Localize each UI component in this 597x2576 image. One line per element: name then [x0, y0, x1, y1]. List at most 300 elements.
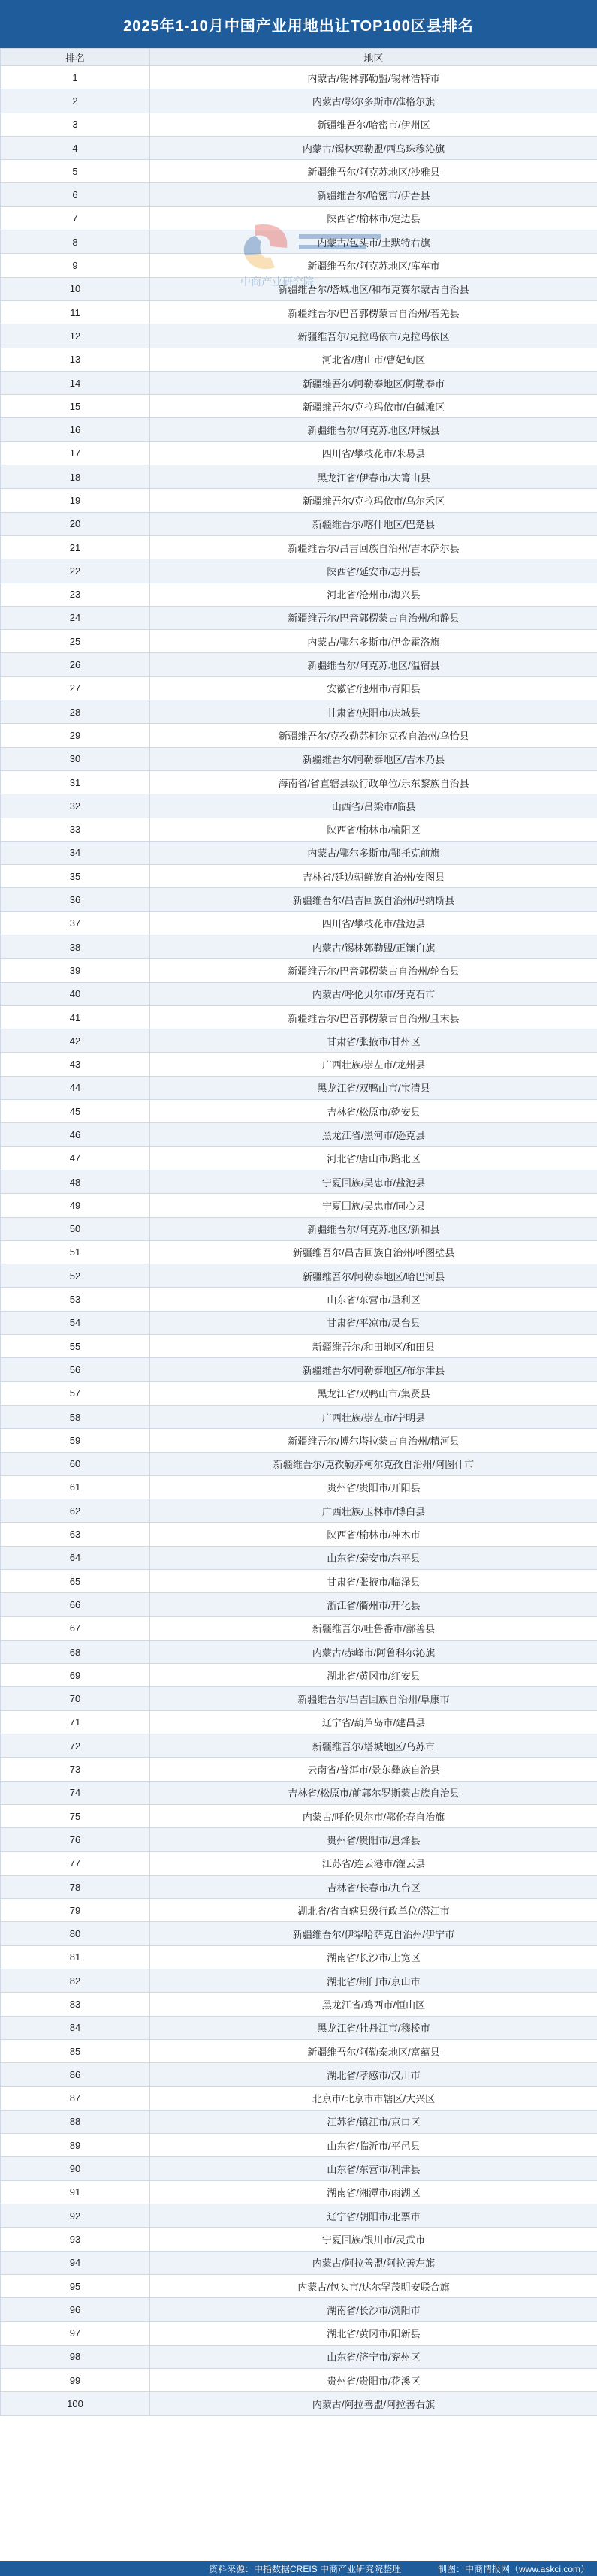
region-cell: 新疆维吾尔/昌吉回族自治州/阜康市	[150, 1687, 597, 1710]
rank-cell: 37	[1, 911, 150, 935]
region-cell: 山东省/东营市/垦利区	[150, 1288, 597, 1311]
rank-cell: 82	[1, 1969, 150, 1993]
rank-cell: 80	[1, 1922, 150, 1945]
table-row	[1, 1217, 597, 1240]
rank-cell: 85	[1, 2039, 150, 2062]
region-cell: 黑龙江省/双鸭山市/集贤县	[150, 1381, 597, 1405]
region-cell: 宁夏回族/吴忠市/同心县	[150, 1194, 597, 1217]
rank-cell: 47	[1, 1146, 150, 1170]
region-cell: 新疆维吾尔/阿勒泰地区/阿勒泰市	[150, 371, 597, 394]
table-row	[1, 1523, 597, 1546]
rank-cell: 15	[1, 395, 150, 418]
rank-cell: 79	[1, 1899, 150, 1922]
table-row	[1, 1640, 597, 1663]
table-row	[1, 2392, 597, 2415]
rank-cell: 26	[1, 653, 150, 676]
region-cell: 宁夏回族/吴忠市/盐池县	[150, 1170, 597, 1193]
rank-cell: 72	[1, 1734, 150, 1758]
rank-cell: 63	[1, 1523, 150, 1546]
rank-cell: 74	[1, 1781, 150, 1804]
rank-cell: 49	[1, 1194, 150, 1217]
table-row	[1, 1076, 597, 1099]
region-cell: 新疆维吾尔/巴音郭楞蒙古自治州/和静县	[150, 606, 597, 629]
rank-cell: 8	[1, 230, 150, 254]
rank-cell: 92	[1, 2204, 150, 2228]
region-cell: 河北省/沧州市/海兴县	[150, 583, 597, 606]
table-row	[1, 277, 597, 300]
region-cell: 新疆维吾尔/阿勒泰地区/布尔津县	[150, 1358, 597, 1381]
svg-text:中商产业研究院: 中商产业研究院	[240, 276, 314, 288]
table-row	[1, 1288, 597, 1311]
table-row	[1, 2298, 597, 2321]
table-row	[1, 653, 597, 676]
region-cell: 辽宁省/葫芦岛市/建昌县	[150, 1710, 597, 1734]
rank-cell: 2	[1, 89, 150, 113]
rank-cell: 95	[1, 2274, 150, 2297]
rank-cell: 27	[1, 676, 150, 700]
region-cell: 辽宁省/朝阳市/北票市	[150, 2204, 597, 2228]
region-cell: 新疆维吾尔/塔城地区/乌苏市	[150, 1734, 597, 1758]
region-cell: 湖北省/黄冈市/红安县	[150, 1664, 597, 1687]
table-row	[1, 606, 597, 629]
region-cell: 内蒙古/呼伦贝尔市/鄂伦春自治旗	[150, 1804, 597, 1827]
region-cell: 新疆维吾尔/阿勒泰地区/吉木乃县	[150, 747, 597, 770]
region-cell: 新疆维吾尔/巴音郭楞蒙古自治州/若羌县	[150, 300, 597, 324]
rank-cell: 81	[1, 1945, 150, 1969]
rank-cell: 13	[1, 348, 150, 371]
rank-cell: 77	[1, 1851, 150, 1875]
table-row	[1, 935, 597, 958]
rank-cell: 62	[1, 1499, 150, 1523]
region-cell: 新疆维吾尔/阿克苏地区/拜城县	[150, 418, 597, 441]
region-cell: 贵州省/贵阳市/息烽县	[150, 1828, 597, 1851]
region-cell: 吉林省/松原市/乾安县	[150, 1100, 597, 1123]
table-row	[1, 2369, 597, 2392]
rank-cell: 100	[1, 2392, 150, 2415]
rank-cell: 55	[1, 1335, 150, 1358]
rank-cell: 57	[1, 1381, 150, 1405]
rank-cell: 5	[1, 160, 150, 183]
table-row	[1, 254, 597, 277]
table-row	[1, 1899, 597, 1922]
rank-cell: 4	[1, 136, 150, 159]
table-row	[1, 2110, 597, 2133]
rank-cell: 78	[1, 1875, 150, 1898]
region-cell: 陕西省/延安市/志丹县	[150, 559, 597, 583]
region-cell: 新疆维吾尔/克拉玛依市/乌尔禾区	[150, 489, 597, 512]
region-cell: 河北省/唐山市/路北区	[150, 1146, 597, 1170]
rank-cell: 10	[1, 277, 150, 300]
rank-cell: 73	[1, 1758, 150, 1781]
table-row	[1, 183, 597, 206]
table-row	[1, 1616, 597, 1640]
table-row	[1, 89, 597, 113]
ranking-table	[0, 48, 597, 2416]
table-row	[1, 66, 597, 89]
table-row	[1, 2321, 597, 2345]
rank-cell: 12	[1, 324, 150, 348]
rank-cell: 53	[1, 1288, 150, 1311]
region-cell: 广西壮族/崇左市/龙州县	[150, 1053, 597, 1076]
table-row	[1, 512, 597, 535]
rank-cell: 93	[1, 2228, 150, 2251]
table-row	[1, 2251, 597, 2274]
region-cell: 新疆维吾尔/塔城地区/和布克赛尔蒙古自治县	[150, 277, 597, 300]
region-cell: 吉林省/长春市/九台区	[150, 1875, 597, 1898]
region-cell: 内蒙古/呼伦贝尔市/牙克石市	[150, 982, 597, 1005]
rank-cell: 3	[1, 113, 150, 136]
rank-cell: 90	[1, 2157, 150, 2180]
rank-cell: 56	[1, 1358, 150, 1381]
rank-cell: 88	[1, 2110, 150, 2133]
table-row	[1, 2086, 597, 2110]
table-row	[1, 888, 597, 911]
table-row	[1, 1240, 597, 1264]
table-row	[1, 1005, 597, 1029]
footer-bar	[0, 2561, 597, 2576]
table-row	[1, 1405, 597, 1428]
table-row	[1, 1734, 597, 1758]
table-row	[1, 1146, 597, 1170]
page-title: 2025年1-10月中国产业用地出让TOP100区县排名	[0, 0, 597, 48]
rank-cell: 70	[1, 1687, 150, 1710]
table-row	[1, 113, 597, 136]
table-row	[1, 441, 597, 465]
table-row	[1, 865, 597, 888]
table-row	[1, 1029, 597, 1053]
table-row	[1, 1170, 597, 1193]
rank-cell: 35	[1, 865, 150, 888]
table-row	[1, 1687, 597, 1710]
rank-cell: 59	[1, 1429, 150, 1452]
table-row	[1, 818, 597, 841]
rank-cell: 67	[1, 1616, 150, 1640]
table-row	[1, 2063, 597, 2086]
region-cell: 吉林省/松原市/前郭尔罗斯蒙古族自治县	[150, 1781, 597, 1804]
table-row	[1, 395, 597, 418]
region-cell: 新疆维吾尔/阿克苏地区/新和县	[150, 1217, 597, 1240]
region-cell: 宁夏回族/银川市/灵武市	[150, 2228, 597, 2251]
table-row	[1, 348, 597, 371]
region-cell: 新疆维吾尔/阿克苏地区/温宿县	[150, 653, 597, 676]
rank-cell: 7	[1, 206, 150, 230]
region-cell: 新疆维吾尔/哈密市/伊州区	[150, 113, 597, 136]
table-row	[1, 583, 597, 606]
region-cell: 湖南省/湘潭市/雨湖区	[150, 2180, 597, 2204]
region-cell: 内蒙古/赤峰市/阿鲁科尔沁旗	[150, 1640, 597, 1663]
rank-cell: 19	[1, 489, 150, 512]
table-row	[1, 230, 597, 254]
rank-cell: 17	[1, 441, 150, 465]
region-cell: 新疆维吾尔/昌吉回族自治州/吉木萨尔县	[150, 535, 597, 559]
column-header-rank: 排名	[1, 49, 150, 66]
rank-cell: 41	[1, 1005, 150, 1029]
rank-cell: 52	[1, 1264, 150, 1288]
region-cell: 新疆维吾尔/哈密市/伊吾县	[150, 183, 597, 206]
table-row	[1, 2157, 597, 2180]
region-cell: 黑龙江省/伊春市/大箐山县	[150, 465, 597, 489]
rank-cell: 94	[1, 2251, 150, 2274]
region-cell: 新疆维吾尔/阿勒泰地区/富蕴县	[150, 2039, 597, 2062]
table-row	[1, 1381, 597, 1405]
region-cell: 广西壮族/玉林市/博白县	[150, 1499, 597, 1523]
region-cell: 甘肃省/张掖市/甘州区	[150, 1029, 597, 1053]
rank-cell: 29	[1, 724, 150, 747]
table-row	[1, 2345, 597, 2368]
rank-cell: 61	[1, 1475, 150, 1499]
region-cell: 山东省/临沂市/平邑县	[150, 2134, 597, 2157]
table-row	[1, 700, 597, 724]
rank-cell: 50	[1, 1217, 150, 1240]
region-cell: 陕西省/榆林市/定边县	[150, 206, 597, 230]
rank-cell: 69	[1, 1664, 150, 1687]
table-row	[1, 136, 597, 159]
rank-cell: 22	[1, 559, 150, 583]
region-cell: 浙江省/衢州市/开化县	[150, 1593, 597, 1616]
region-cell: 新疆维吾尔/昌吉回族自治州/玛纳斯县	[150, 888, 597, 911]
table-row	[1, 2039, 597, 2062]
table-row	[1, 794, 597, 818]
region-cell: 内蒙古/锡林郭勒盟/正镶白旗	[150, 935, 597, 958]
table-row	[1, 1593, 597, 1616]
rank-cell: 99	[1, 2369, 150, 2392]
table-row	[1, 676, 597, 700]
table-row	[1, 1100, 597, 1123]
region-cell: 湖北省/孝感市/汉川市	[150, 2063, 597, 2086]
rank-cell: 51	[1, 1240, 150, 1264]
table-row	[1, 724, 597, 747]
region-cell: 内蒙古/锡林郭勒盟/锡林浩特市	[150, 66, 597, 89]
rank-cell: 20	[1, 512, 150, 535]
table-row	[1, 465, 597, 489]
region-cell: 黑龙江省/双鸭山市/宝清县	[150, 1076, 597, 1099]
region-cell: 黑龙江省/黑河市/逊克县	[150, 1123, 597, 1146]
table-row	[1, 2016, 597, 2039]
rank-cell: 1	[1, 66, 150, 89]
region-cell: 新疆维吾尔/克孜勒苏柯尔克孜自治州/乌恰县	[150, 724, 597, 747]
region-cell: 内蒙古/锡林郭勒盟/西乌珠穆沁旗	[150, 136, 597, 159]
table-row	[1, 1851, 597, 1875]
table-body	[1, 66, 597, 2416]
table-row	[1, 1710, 597, 1734]
rank-cell: 24	[1, 606, 150, 629]
table-row	[1, 1804, 597, 1827]
table-row	[1, 206, 597, 230]
region-cell: 江苏省/连云港市/灌云县	[150, 1851, 597, 1875]
footer-credit: 制图：中商情报网（www.askci.com）	[437, 2563, 589, 2574]
rank-cell: 23	[1, 583, 150, 606]
table-row	[1, 1828, 597, 1851]
rank-cell: 18	[1, 465, 150, 489]
region-cell: 四川省/攀枝花市/米易县	[150, 441, 597, 465]
region-cell: 黑龙江省/牡丹江市/穆棱市	[150, 2016, 597, 2039]
table-row	[1, 1264, 597, 1288]
region-cell: 北京市/北京市市辖区/大兴区	[150, 2086, 597, 2110]
region-cell: 内蒙古/包头市/土默特右旗	[150, 230, 597, 254]
region-cell: 新疆维吾尔/阿克苏地区/库车市	[150, 254, 597, 277]
table-row	[1, 160, 597, 183]
rank-cell: 68	[1, 1640, 150, 1663]
region-cell: 陕西省/榆林市/榆阳区	[150, 818, 597, 841]
table-row	[1, 2274, 597, 2297]
region-cell: 湖北省/省直辖县级行政单位/潜江市	[150, 1899, 597, 1922]
table-row	[1, 770, 597, 794]
rank-cell: 30	[1, 747, 150, 770]
table-row	[1, 535, 597, 559]
rank-cell: 32	[1, 794, 150, 818]
region-cell: 甘肃省/庆阳市/庆城县	[150, 700, 597, 724]
rank-cell: 38	[1, 935, 150, 958]
table-row	[1, 630, 597, 653]
rank-cell: 44	[1, 1076, 150, 1099]
column-header-region: 地区	[150, 49, 597, 66]
region-cell: 湖南省/长沙市/浏阳市	[150, 2298, 597, 2321]
region-cell: 新疆维吾尔/和田地区/和田县	[150, 1335, 597, 1358]
rank-cell: 84	[1, 2016, 150, 2039]
region-cell: 江苏省/镇江市/京口区	[150, 2110, 597, 2133]
rank-cell: 91	[1, 2180, 150, 2204]
rank-cell: 83	[1, 1993, 150, 2016]
rank-cell: 16	[1, 418, 150, 441]
table-row	[1, 911, 597, 935]
rank-cell: 9	[1, 254, 150, 277]
rank-cell: 97	[1, 2321, 150, 2345]
region-cell: 海南省/省直辖县级行政单位/乐东黎族自治县	[150, 770, 597, 794]
rank-cell: 40	[1, 982, 150, 1005]
table-row	[1, 489, 597, 512]
region-cell: 山西省/吕梁市/临县	[150, 794, 597, 818]
table-row	[1, 982, 597, 1005]
region-cell: 山东省/东营市/利津县	[150, 2157, 597, 2180]
region-cell: 贵州省/贵阳市/花溪区	[150, 2369, 597, 2392]
table-row	[1, 1335, 597, 1358]
region-cell: 湖北省/黄冈市/阳新县	[150, 2321, 597, 2345]
table-row	[1, 1475, 597, 1499]
region-cell: 内蒙古/阿拉善盟/阿拉善左旗	[150, 2251, 597, 2274]
rank-cell: 39	[1, 959, 150, 982]
table-row	[1, 1781, 597, 1804]
region-cell: 广西壮族/崇左市/宁明县	[150, 1405, 597, 1428]
rank-cell: 87	[1, 2086, 150, 2110]
rank-cell: 86	[1, 2063, 150, 2086]
table-row	[1, 747, 597, 770]
table-row	[1, 418, 597, 441]
region-cell: 新疆维吾尔/克拉玛依市/克拉玛依区	[150, 324, 597, 348]
region-cell: 吉林省/延边朝鲜族自治州/安图县	[150, 865, 597, 888]
table-row	[1, 559, 597, 583]
region-cell: 内蒙古/鄂尔多斯市/鄂托克前旗	[150, 841, 597, 864]
table-row	[1, 1945, 597, 1969]
rank-cell: 46	[1, 1123, 150, 1146]
rank-cell: 34	[1, 841, 150, 864]
rank-cell: 45	[1, 1100, 150, 1123]
rank-cell: 36	[1, 888, 150, 911]
table-row	[1, 300, 597, 324]
table-row	[1, 2180, 597, 2204]
table-row	[1, 1758, 597, 1781]
rank-cell: 11	[1, 300, 150, 324]
rank-cell: 42	[1, 1029, 150, 1053]
table-header-row	[1, 49, 597, 66]
table-row	[1, 1452, 597, 1475]
region-cell: 湖北省/荆门市/京山市	[150, 1969, 597, 1993]
footer-source: 资料来源：中指数据CREIS 中商产业研究院整理	[209, 2563, 402, 2574]
region-cell: 陕西省/榆林市/神木市	[150, 1523, 597, 1546]
table-row	[1, 959, 597, 982]
rank-cell: 76	[1, 1828, 150, 1851]
region-cell: 山东省/泰安市/东平县	[150, 1546, 597, 1569]
region-cell: 内蒙古/包头市/达尔罕茂明安联合旗	[150, 2274, 597, 2297]
table-row	[1, 2134, 597, 2157]
rank-cell: 48	[1, 1170, 150, 1193]
region-cell: 湖南省/长沙市/上宽区	[150, 1945, 597, 1969]
rank-cell: 96	[1, 2298, 150, 2321]
region-cell: 新疆维吾尔/阿勒泰地区/哈巴河县	[150, 1264, 597, 1288]
region-cell: 贵州省/贵阳市/开阳县	[150, 1475, 597, 1499]
region-cell: 河北省/唐山市/曹妃甸区	[150, 348, 597, 371]
rank-cell: 54	[1, 1311, 150, 1334]
table-row	[1, 1922, 597, 1945]
table-row	[1, 1993, 597, 2016]
region-cell: 四川省/攀枝花市/盐边县	[150, 911, 597, 935]
region-cell: 云南省/普洱市/景东彝族自治县	[150, 1758, 597, 1781]
table-row	[1, 841, 597, 864]
region-cell: 新疆维吾尔/吐鲁番市/鄯善县	[150, 1616, 597, 1640]
table-row	[1, 1194, 597, 1217]
rank-cell: 89	[1, 2134, 150, 2157]
region-cell: 内蒙古/鄂尔多斯市/准格尔旗	[150, 89, 597, 113]
table-row	[1, 1664, 597, 1687]
table-row	[1, 371, 597, 394]
table-row	[1, 1570, 597, 1593]
rank-cell: 21	[1, 535, 150, 559]
region-cell: 内蒙古/阿拉善盟/阿拉善右旗	[150, 2392, 597, 2415]
region-cell: 新疆维吾尔/巴音郭楞蒙古自治州/且末县	[150, 1005, 597, 1029]
rank-cell: 65	[1, 1570, 150, 1593]
region-cell: 甘肃省/平凉市/灵台县	[150, 1311, 597, 1334]
table-row	[1, 1499, 597, 1523]
region-cell: 新疆维吾尔/阿克苏地区/沙雅县	[150, 160, 597, 183]
region-cell: 新疆维吾尔/巴音郭楞蒙古自治州/轮台县	[150, 959, 597, 982]
region-cell: 新疆维吾尔/昌吉回族自治州/呼图壁县	[150, 1240, 597, 1264]
table-row	[1, 1546, 597, 1569]
table-row	[1, 2228, 597, 2251]
rank-cell: 75	[1, 1804, 150, 1827]
region-cell: 新疆维吾尔/克孜勒苏柯尔克孜自治州/阿图什市	[150, 1452, 597, 1475]
rank-cell: 64	[1, 1546, 150, 1569]
region-cell: 甘肃省/张掖市/临泽县	[150, 1570, 597, 1593]
rank-cell: 25	[1, 630, 150, 653]
region-cell: 安徽省/池州市/青阳县	[150, 676, 597, 700]
rank-cell: 31	[1, 770, 150, 794]
rank-cell: 43	[1, 1053, 150, 1076]
rank-cell: 14	[1, 371, 150, 394]
region-cell: 新疆维吾尔/伊犁哈萨克自治州/伊宁市	[150, 1922, 597, 1945]
rank-cell: 33	[1, 818, 150, 841]
rank-cell: 60	[1, 1452, 150, 1475]
rank-cell: 58	[1, 1405, 150, 1428]
table-row	[1, 1429, 597, 1452]
region-cell: 山东省/济宁市/兖州区	[150, 2345, 597, 2368]
rank-cell: 28	[1, 700, 150, 724]
table-row	[1, 1969, 597, 1993]
region-cell: 新疆维吾尔/博尔塔拉蒙古自治州/精河县	[150, 1429, 597, 1452]
table-row	[1, 1123, 597, 1146]
table-row	[1, 2204, 597, 2228]
table-row	[1, 1053, 597, 1076]
rank-cell: 98	[1, 2345, 150, 2368]
rank-cell: 6	[1, 183, 150, 206]
